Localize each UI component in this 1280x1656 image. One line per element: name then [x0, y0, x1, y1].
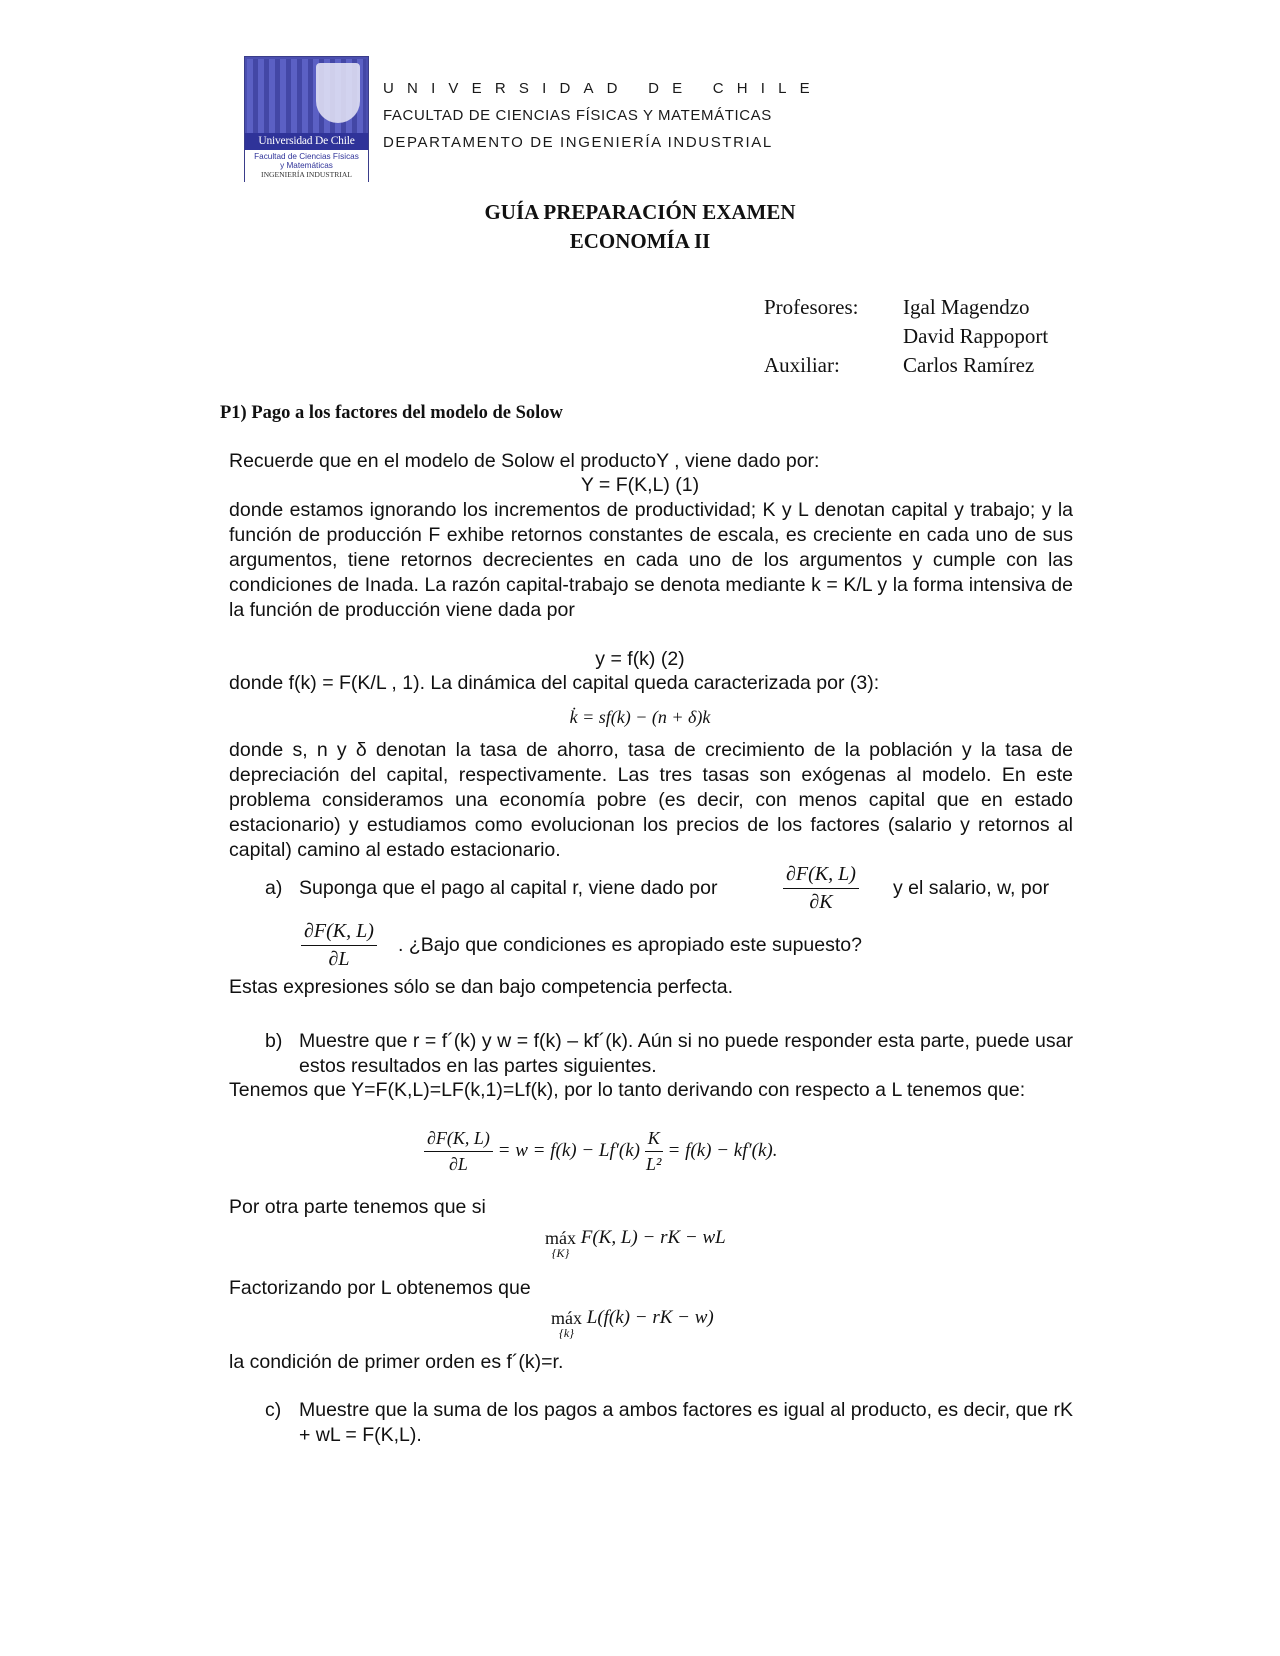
max-problem-1: [545, 1229, 726, 1259]
equation-wage-derivation: [424, 1128, 777, 1175]
part-b-answer-2: Por otra parte tenemos que si: [229, 1196, 486, 1218]
profesor-name-1: Igal Magendzo: [903, 295, 1030, 319]
max-expression-2: L(f(k) − rK − w): [586, 1307, 714, 1328]
part-b-text: Muestre que r = f´(k) y w = f(k) – kf´(k). Aún si no puede responder esta parte, puede usar estos resultados en las partes siguientes.: [299, 1030, 1073, 1077]
part-b-answer-1: Tenemos que Y=F(K,L)=LF(k,1)=Lf(k), por lo tanto derivando con respecto a L tenemos que:: [229, 1079, 1026, 1101]
max-operator-1: [545, 1229, 576, 1259]
logo-department: INGENIERÍA INDUSTRIAL: [261, 170, 352, 179]
university-logo: [244, 56, 369, 182]
header-department: DEPARTAMENTO DE INGENIERÍA INDUSTRIAL: [383, 134, 773, 151]
logo-crest-shield: [316, 63, 360, 123]
fraction-dF-dK-denominator: ∂K: [809, 891, 833, 913]
header-university: UNIVERSIDAD DE CHILE: [383, 80, 823, 97]
part-a-label: a): [265, 877, 283, 899]
eq-lhs-fraction: [424, 1128, 493, 1175]
paragraph-3: donde s, n y δ denotan la tasa de ahorro, tasa de crecimiento de la población y la tasa de depreciación del capital, respectivamente. Las tres tasas son exógenas al modelo. En este problema consideramos una economía pobre (es decir, con menos capital que en estado estacionario) y estudiamos como evolucionan los precios de los factores (salario y retornos al capital) camino al estado estacionario.: [229, 739, 1073, 861]
max-operator-2-text: máx: [551, 1308, 582, 1328]
max-expression-1: F(K, L) − rK − wL: [580, 1227, 726, 1248]
max-operator-1-text: máx: [545, 1228, 576, 1248]
logo-faculty-line2: y Matemáticas: [280, 161, 333, 170]
paragraph-1: donde estamos ignorando los incrementos de productividad; K y L denotan capital y trabajo; y la función de producción F exhibe retornos constantes de escala, es creciente en cada uno de sus argumentos, tiene retornos decrecientes en cada uno de los argumentos y cumple con las condiciones de Inada. La razón capital-trabajo se denota mediante k = K/L y la forma intensiva de la función de producción viene dada por: [229, 499, 1073, 621]
max-operator-1-subscript: {K}: [551, 1246, 570, 1260]
document-subtitle: ECONOMÍA II: [569, 229, 711, 253]
document-title: GUÍA PREPARACIÓN EXAMEN: [484, 200, 796, 224]
intro-text: Recuerde que en el modelo de Solow el productoY , viene dado por:: [229, 450, 820, 472]
max-operator-2-subscript: {k}: [559, 1326, 574, 1340]
eq-lhs-denominator: ∂L: [449, 1154, 468, 1174]
auxiliar-name: Carlos Ramírez: [903, 353, 1035, 377]
eq-L2-denominator: L²: [646, 1154, 662, 1174]
eq-K-numerator: K: [645, 1128, 663, 1152]
part-a-text-2: y el salario, w, por: [893, 877, 1050, 899]
eq-right-term: = f(k) − kf′(k).: [667, 1139, 778, 1161]
profesores-label: Profesores:: [764, 295, 859, 319]
max-operator-2: [551, 1309, 582, 1339]
fraction-dF-dL: [301, 920, 377, 971]
part-a-text-3: . ¿Bajo que condiciones es apropiado este supuesto?: [398, 934, 862, 956]
logo-faculty-line1: Facultad de Ciencias Físicas: [254, 152, 359, 161]
auxiliar-label: Auxiliar:: [764, 353, 840, 377]
equation-1: Y = F(K,L) (1): [580, 474, 700, 496]
part-c-text: Muestre que la suma de los pagos a ambos factores es igual al producto, es decir, que rK + wL = F(K,L).: [299, 1399, 1073, 1446]
fraction-dF-dL-denominator: ∂L: [328, 948, 350, 970]
eq-K-over-L2-fraction: [645, 1128, 663, 1175]
fraction-dF-dK: [783, 863, 859, 914]
eq-middle-term: = w = f(k) − Lf′(k): [497, 1139, 640, 1161]
part-b-label: b): [265, 1030, 283, 1052]
logo-faculty-text: [245, 150, 368, 183]
paragraph-2: donde f(k) = F(K/L , 1). La dinámica del capital queda caracterizada por (3):: [229, 672, 880, 694]
equation-3-capital-dynamics: k̇ = sf(k) − (n + δ)k: [569, 707, 711, 727]
fraction-dF-dL-numerator: ∂F(K, L): [301, 920, 377, 946]
part-b-answer-3: Factorizando por L obtenemos que: [229, 1277, 531, 1299]
logo-university-name: Universidad De Chile: [245, 133, 368, 150]
fraction-dF-dK-numerator: ∂F(K, L): [783, 863, 859, 889]
problem-title: P1) Pago a los factores del modelo de Solow: [220, 403, 563, 423]
part-b-answer-4: la condición de primer orden es f´(k)=r.: [229, 1351, 564, 1373]
eq-lhs-numerator: ∂F(K, L): [424, 1128, 493, 1152]
header-faculty: FACULTAD DE CIENCIAS FÍSICAS Y MATEMÁTICAS: [383, 107, 772, 124]
equation-2: y = f(k) (2): [595, 648, 685, 670]
max-problem-2: [551, 1309, 714, 1339]
profesor-name-2: David Rappoport: [903, 324, 1049, 348]
part-a-text-1: Suponga que el pago al capital r, viene dado por: [299, 877, 718, 899]
part-c-label: c): [265, 1399, 282, 1421]
part-a-answer: Estas expresiones sólo se dan bajo competencia perfecta.: [229, 976, 734, 998]
